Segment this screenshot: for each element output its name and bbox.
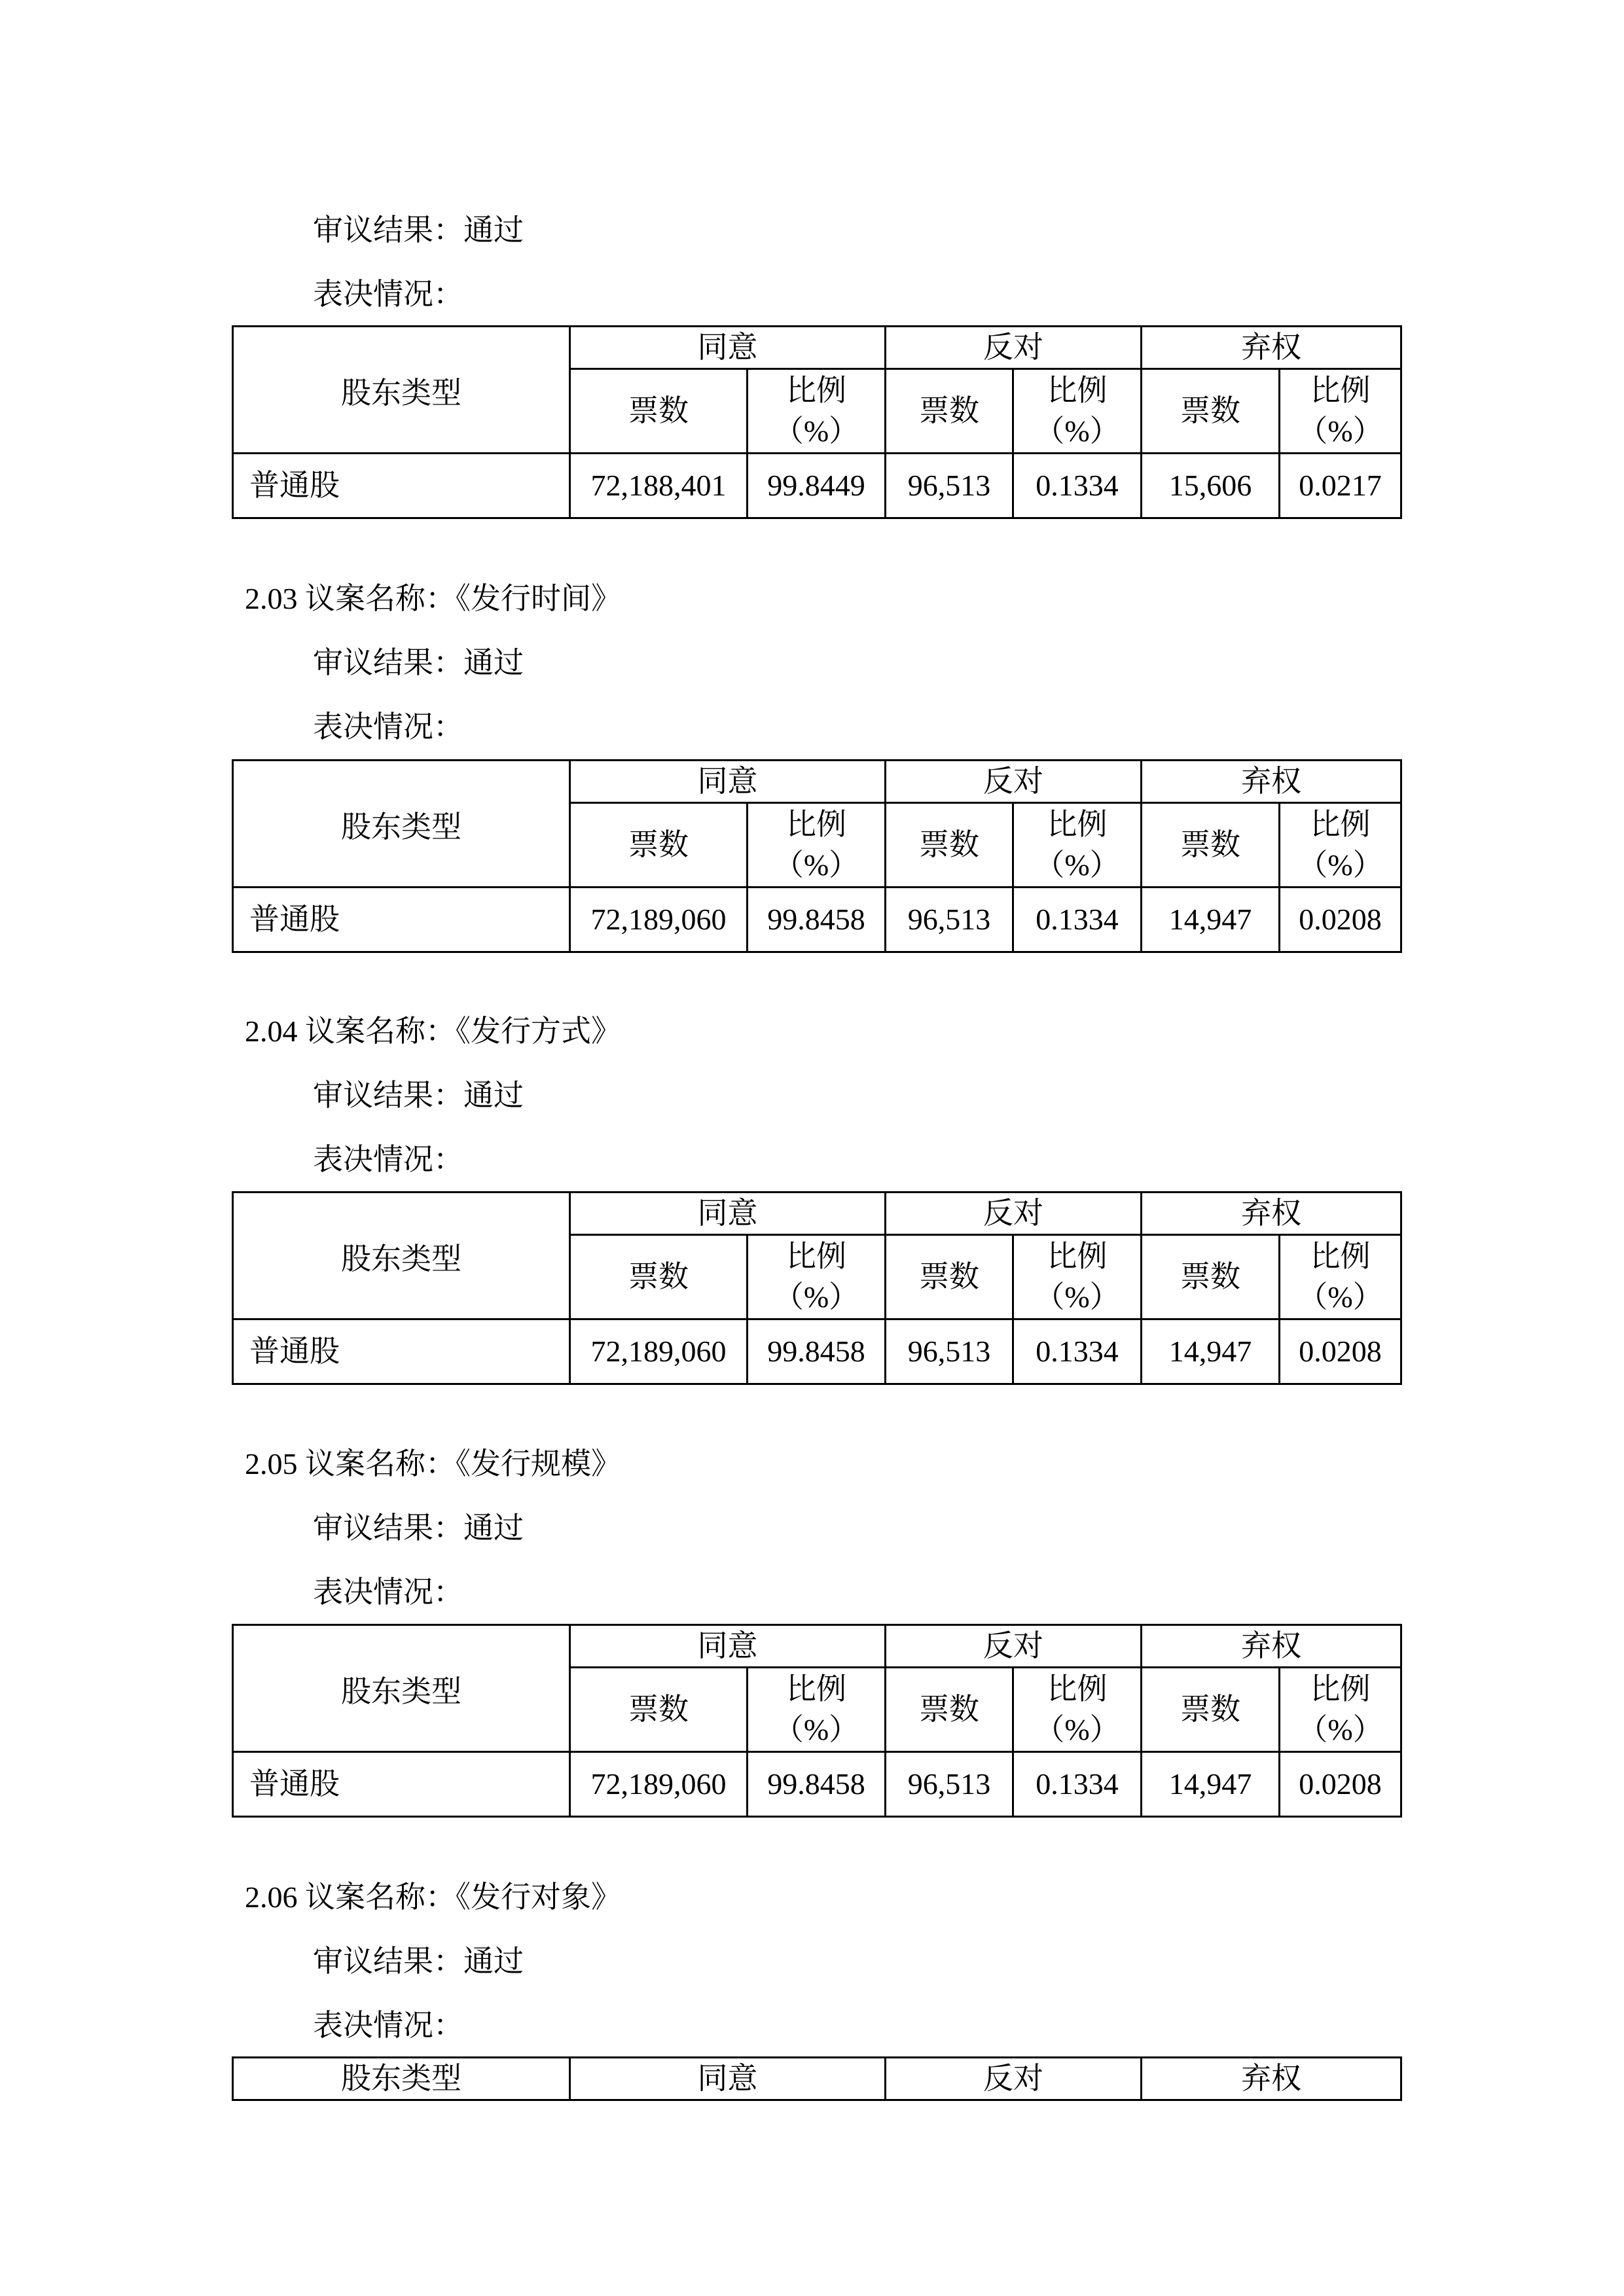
agenda-title: 2.04 议案名称：《发行方式》 [245, 1014, 621, 1048]
agree-ratio-cell: 99.8458 [748, 888, 886, 952]
ratio-label: 比例 [786, 1672, 846, 1706]
vote-table [232, 1191, 1402, 1385]
review-result: 审议结果：通过 [313, 1945, 524, 1978]
header-votes: 票数 [886, 1235, 1013, 1319]
ratio-unit: （%） [773, 1713, 859, 1746]
shareholder-type-cell: 普通股 [233, 888, 570, 952]
header-shareholder-type: 股东类型 [233, 761, 570, 888]
ratio-label: 比例 [1047, 1672, 1108, 1706]
agree-ratio-cell: 99.8449 [748, 454, 886, 518]
agree-ratio-cell: 99.8458 [748, 1319, 886, 1384]
review-result: 审议结果：通过 [313, 1079, 524, 1112]
ratio-unit: （%） [773, 848, 859, 882]
vote-label: 表决情况： [313, 278, 463, 311]
header-votes: 票数 [1142, 369, 1280, 454]
table-row [233, 1319, 1401, 1384]
vote-table [232, 2056, 1402, 2101]
review-result: 审议结果：通过 [313, 646, 524, 679]
abstain-ratio-cell: 0.0217 [1280, 454, 1401, 518]
header-ratio [1013, 1668, 1142, 1752]
ratio-unit: （%） [1034, 848, 1120, 882]
header-votes: 票数 [570, 1668, 748, 1752]
ratio-unit: （%） [1297, 1280, 1383, 1314]
shareholder-type-cell: 普通股 [233, 454, 570, 518]
table-row [233, 888, 1401, 952]
header-ratio [1013, 1235, 1142, 1319]
ratio-label: 比例 [786, 808, 846, 841]
header-votes: 票数 [570, 1235, 748, 1319]
header-agree: 同意 [570, 1193, 886, 1235]
header-ratio [748, 1235, 886, 1319]
header-oppose: 反对 [886, 761, 1142, 803]
ratio-unit: （%） [1297, 414, 1383, 448]
ratio-label: 比例 [786, 374, 846, 407]
vote-table [232, 759, 1402, 953]
table-row [233, 454, 1401, 518]
header-ratio [1280, 803, 1401, 888]
agenda-title: 2.03 议案名称：《发行时间》 [245, 582, 621, 615]
oppose-ratio-cell: 0.1334 [1013, 1752, 1142, 1817]
ratio-unit: （%） [1297, 848, 1383, 882]
abstain-ratio-cell: 0.0208 [1280, 1319, 1401, 1384]
shareholder-type-cell: 普通股 [233, 1319, 570, 1384]
ratio-label: 比例 [1047, 808, 1108, 841]
header-shareholder-type: 股东类型 [233, 1193, 570, 1319]
vote-label: 表决情况： [313, 1575, 463, 1609]
ratio-label: 比例 [1047, 1240, 1108, 1273]
agree-votes-cell: 72,188,401 [570, 454, 748, 518]
header-oppose: 反对 [886, 2058, 1142, 2100]
header-votes: 票数 [1142, 1235, 1280, 1319]
agree-ratio-cell: 99.8458 [748, 1752, 886, 1817]
table-row [233, 1752, 1401, 1817]
header-votes: 票数 [886, 369, 1013, 454]
header-ratio [748, 803, 886, 888]
review-result: 审议结果：通过 [313, 1511, 524, 1545]
vote-table [232, 325, 1402, 519]
header-ratio [1013, 369, 1142, 454]
header-agree: 同意 [570, 761, 886, 803]
ratio-label: 比例 [1310, 1240, 1371, 1273]
header-votes: 票数 [570, 369, 748, 454]
abstain-ratio-cell: 0.0208 [1280, 1752, 1401, 1817]
oppose-votes-cell: 96,513 [886, 888, 1013, 952]
ratio-unit: （%） [1034, 414, 1120, 448]
vote-table [232, 1624, 1402, 1818]
header-abstain: 弃权 [1142, 327, 1401, 369]
ratio-label: 比例 [1047, 374, 1108, 407]
ratio-unit: （%） [1034, 1280, 1120, 1314]
agree-votes-cell: 72,189,060 [570, 1752, 748, 1817]
header-abstain: 弃权 [1142, 1193, 1401, 1235]
header-ratio [748, 1668, 886, 1752]
ratio-unit: （%） [773, 414, 859, 448]
header-abstain: 弃权 [1142, 761, 1401, 803]
ratio-unit: （%） [1034, 1713, 1120, 1746]
header-ratio [748, 369, 886, 454]
ratio-unit: （%） [1297, 1713, 1383, 1746]
header-abstain: 弃权 [1142, 1625, 1401, 1668]
header-votes: 票数 [1142, 1668, 1280, 1752]
abstain-votes-cell: 15,606 [1142, 454, 1280, 518]
vote-label: 表决情况： [313, 1143, 463, 1176]
header-abstain: 弃权 [1142, 2058, 1401, 2100]
header-shareholder-type: 股东类型 [233, 1625, 570, 1752]
vote-label: 表决情况： [313, 710, 463, 744]
oppose-ratio-cell: 0.1334 [1013, 888, 1142, 952]
abstain-votes-cell: 14,947 [1142, 888, 1280, 952]
ratio-label: 比例 [1310, 1672, 1371, 1706]
header-shareholder-type: 股东类型 [233, 327, 570, 454]
ratio-unit: （%） [773, 1280, 859, 1314]
abstain-ratio-cell: 0.0208 [1280, 888, 1401, 952]
header-oppose: 反对 [886, 1193, 1142, 1235]
abstain-votes-cell: 14,947 [1142, 1319, 1280, 1384]
header-votes: 票数 [570, 803, 748, 888]
header-votes: 票数 [886, 1668, 1013, 1752]
header-ratio [1280, 369, 1401, 454]
oppose-votes-cell: 96,513 [886, 454, 1013, 518]
agenda-title: 2.05 议案名称：《发行规模》 [245, 1447, 621, 1480]
agenda-title: 2.06 议案名称：《发行对象》 [245, 1880, 621, 1914]
oppose-votes-cell: 96,513 [886, 1319, 1013, 1384]
header-oppose: 反对 [886, 327, 1142, 369]
header-agree: 同意 [570, 327, 886, 369]
oppose-ratio-cell: 0.1334 [1013, 1319, 1142, 1384]
agree-votes-cell: 72,189,060 [570, 888, 748, 952]
oppose-ratio-cell: 0.1334 [1013, 454, 1142, 518]
header-oppose: 反对 [886, 1625, 1142, 1668]
ratio-label: 比例 [1310, 374, 1371, 407]
ratio-label: 比例 [786, 1240, 846, 1273]
ratio-label: 比例 [1310, 808, 1371, 841]
header-shareholder-type: 股东类型 [233, 2058, 570, 2100]
header-votes: 票数 [1142, 803, 1280, 888]
abstain-votes-cell: 14,947 [1142, 1752, 1280, 1817]
vote-label: 表决情况： [313, 2009, 463, 2042]
header-ratio [1280, 1668, 1401, 1752]
header-ratio [1013, 803, 1142, 888]
review-result: 审议结果：通过 [313, 213, 524, 247]
oppose-votes-cell: 96,513 [886, 1752, 1013, 1817]
header-votes: 票数 [886, 803, 1013, 888]
header-ratio [1280, 1235, 1401, 1319]
shareholder-type-cell: 普通股 [233, 1752, 570, 1817]
header-agree: 同意 [570, 1625, 886, 1668]
header-agree: 同意 [570, 2058, 886, 2100]
agree-votes-cell: 72,189,060 [570, 1319, 748, 1384]
